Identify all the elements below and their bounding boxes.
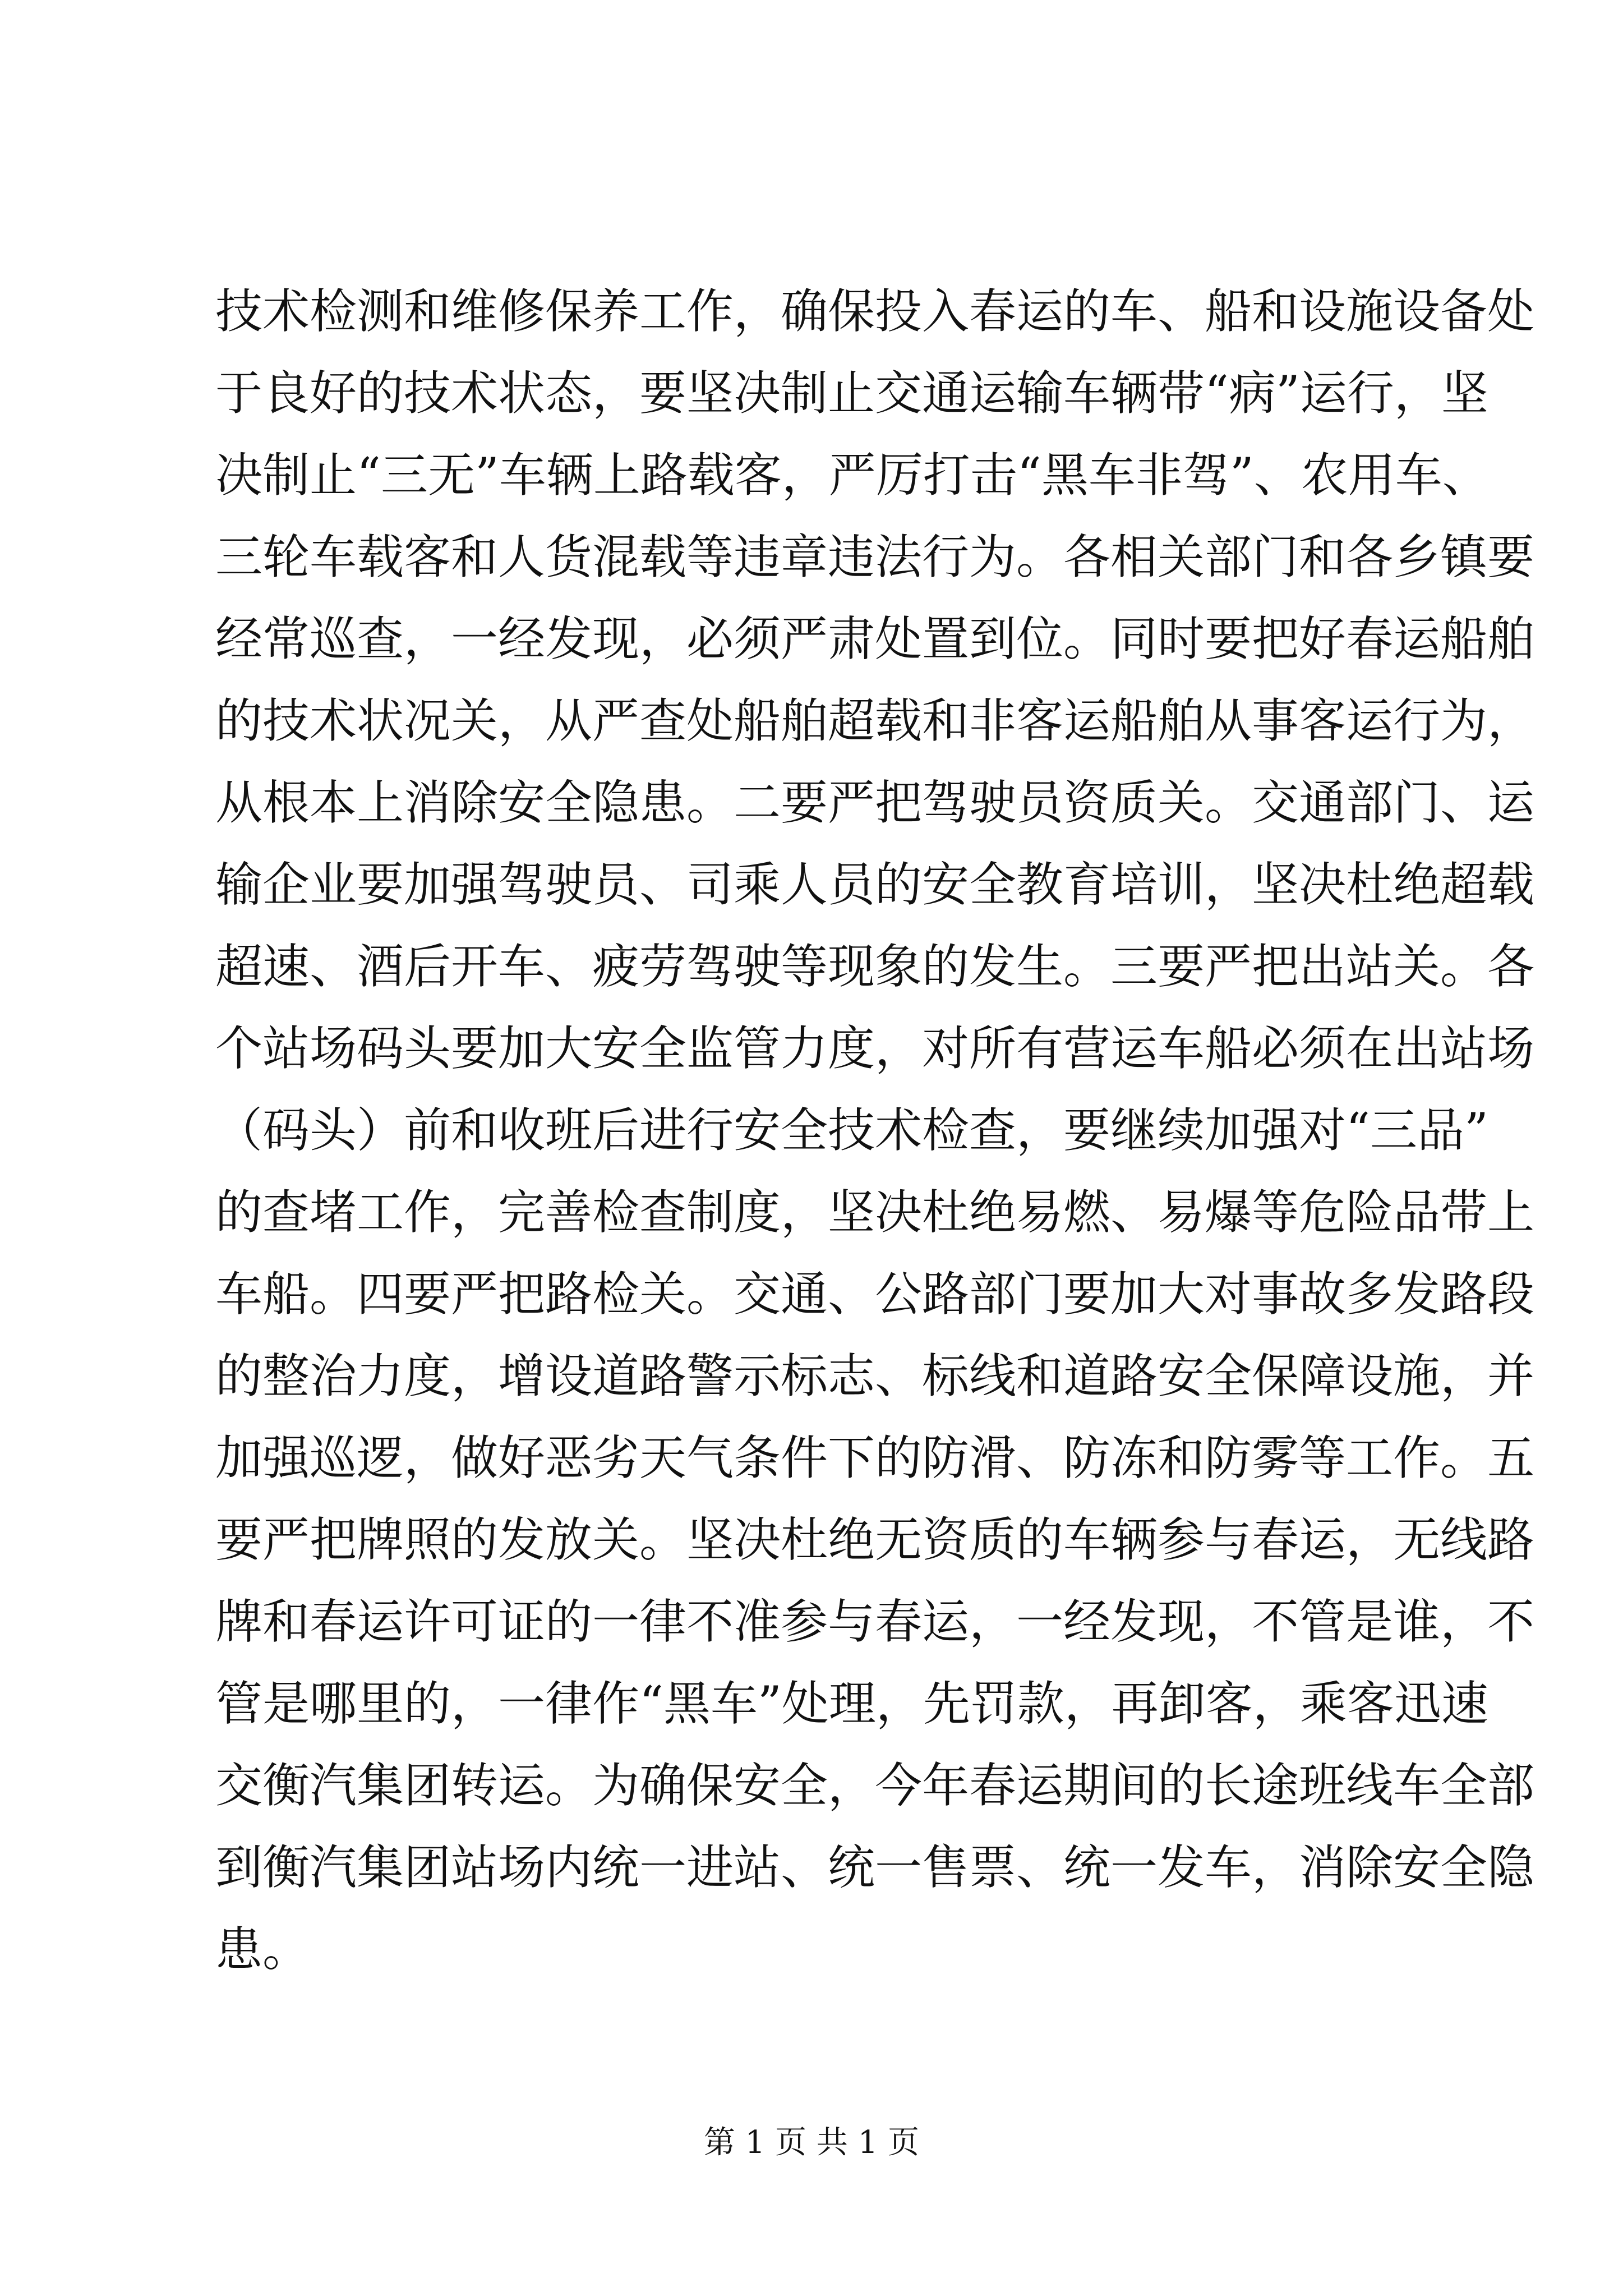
text-line: 于良好的技术状态，要坚决制止交通运输车辆带“病”运行，坚 [215, 366, 1488, 421]
text-line: 输企业要加强驾驶员、司乘人员的安全教育培训，坚决杜绝超载 [215, 857, 1535, 912]
body-paragraph [215, 270, 1535, 1990]
text-line: 到衡汽集团站场内统一进站、统一售票、统一发车，消除安全隐 [215, 1840, 1535, 1895]
text-line: 的整治力度，增设道路警示标志、标线和道路安全保障设施，并 [215, 1349, 1535, 1404]
text-line: 加强巡逻，做好恶劣天气条件下的防滑、防冻和防雾等工作。五 [215, 1430, 1535, 1485]
text-line: 管是哪里的，一律作“黑车”处理，先罚款，再卸客，乘客迅速 [215, 1676, 1488, 1731]
text-line: 的技术状况关，从严查处船舶超载和非客运船舶从事客运行为， [215, 693, 1535, 748]
text-line: 超速、酒后开车、疲劳驾驶等现象的发生。三要严把出站关。各 [215, 939, 1535, 994]
text-line: 技术检测和维修保养工作，确保投入春运的车、船和设施设备处 [215, 284, 1535, 339]
text-line: 决制止“三无”车辆上路载客，严厉打击“黑车非驾”、农用车、 [215, 448, 1490, 503]
text-line: 从根本上消除安全隐患。二要严把驾驶员资质关。交通部门、运 [215, 775, 1535, 830]
text-line: 的查堵工作，完善检查制度，坚决杜绝易燃、易爆等危险品带上 [215, 1185, 1535, 1240]
text-line: 三轮车载客和人货混载等违章违法行为。各相关部门和各乡镇要 [215, 530, 1535, 585]
text-line: 经常巡查，一经发现，必须严肃处置到位。同时要把好春运船舶 [215, 611, 1535, 666]
text-line: 牌和春运许可证的一律不准参与春运，一经发现，不管是谁，不 [215, 1594, 1535, 1649]
page-number-footer: 第 1 页 共 1 页 [703, 2124, 920, 2161]
text-line: 车船。四要严把路检关。交通、公路部门要加大对事故多发路段 [215, 1267, 1535, 1322]
text-line: 要严把牌照的发放关。坚决杜绝无资质的车辆参与春运，无线路 [215, 1512, 1535, 1567]
text-line: （码头）前和收班后进行安全技术检查，要继续加强对“三品” [215, 1103, 1488, 1158]
text-line: 交衡汽集团转运。为确保安全，今年春运期间的长途班线车全部 [215, 1758, 1535, 1813]
text-line: 个站场码头要加大安全监管力度，对所有营运车船必须在出站场 [215, 1021, 1535, 1076]
text-line: 患。 [215, 1922, 310, 1977]
